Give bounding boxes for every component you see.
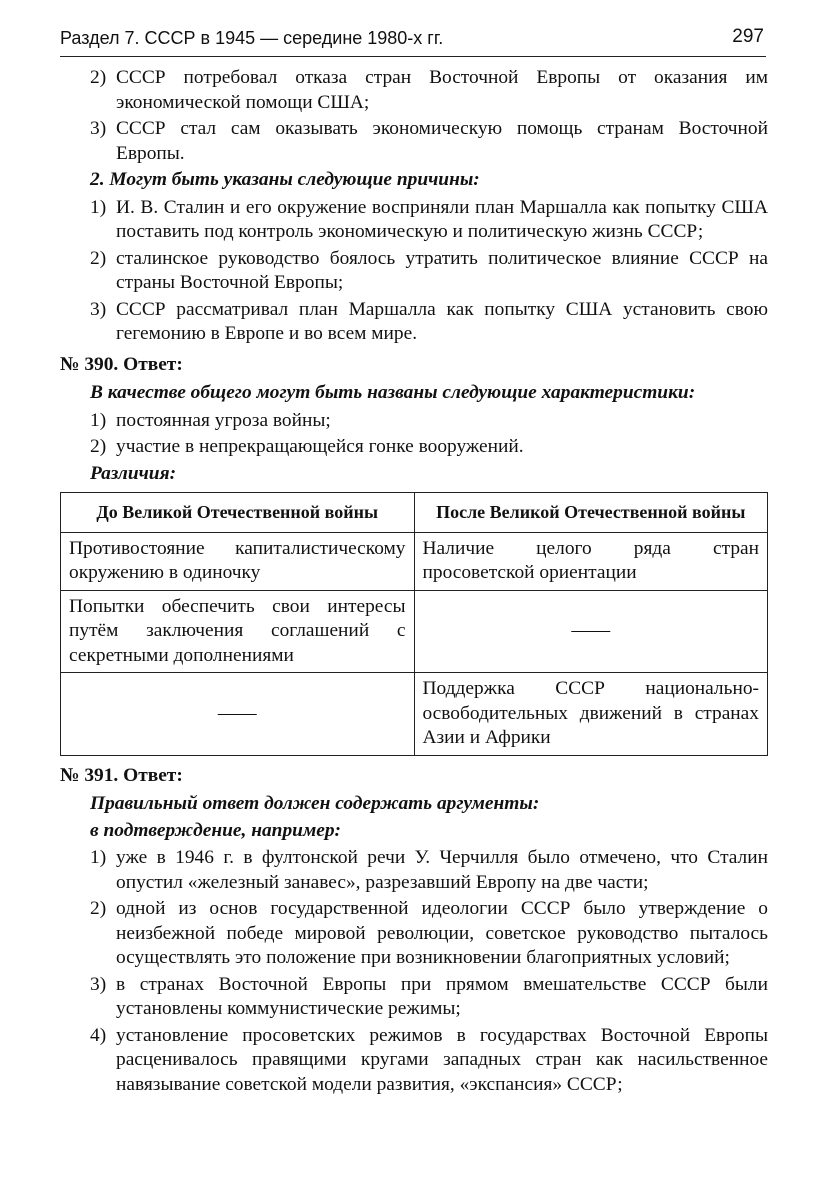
list-item-text: И. В. Сталин и его окружение восприняли план Маршалла как попытку США поставить под контроль экономическую и политическую жизнь СССР; <box>116 196 768 242</box>
subheading-reasons: 2. Могут быть указаны следующие причины: <box>90 169 480 190</box>
list-item: 3) в странах Восточной Европы при прямом вмешательстве СССР были установлены коммунистические режимы; <box>90 973 768 1019</box>
list-item: 1) И. В. Сталин и его окружение восприняли план Маршалла как попытку США поставить под контроль экономическую и политическую жизнь СССР; <box>90 196 768 242</box>
table-row <box>61 532 768 590</box>
list-item: 1) уже в 1946 г. в фултонской речи У. Черчилля было отмечено, что Сталин опустил «железный занавес», разрезавший Европу на две части; <box>90 847 768 893</box>
subheading-confirmation: в подтверждение, например: <box>90 819 341 841</box>
list-item-text: одной из основ государственной идеологии СССР было утверждение о неизбежной победе мировой революции, советское руководство пыталось осуществлять это положение при возникновении благоприятных условий; <box>116 898 768 968</box>
subheading-differences: Различия: <box>90 462 177 484</box>
list-item-text: СССР стал сам оказывать экономическую помощь странам Восточной Европы. <box>116 118 768 164</box>
table-row <box>61 673 768 756</box>
table-cell: Попытки обеспечить свои интересы путём заключения соглашений с секретными дополнениями <box>61 590 415 673</box>
subheading-common: В качестве общего могут быть названы следующие характеристики: <box>90 382 696 403</box>
table-row <box>61 590 768 673</box>
list-item: 4) установление просоветских режимов в государствах Восточной Европы расценивалось правящими кругами западных стран как насильственное навязывание советской модели развития, «экспансия» СССР; <box>90 1024 768 1095</box>
table-cell: Поддержка СССР национально-освободительных движений в странах Азии и Африки <box>414 673 768 756</box>
list-item-text: уже в 1946 г. в фултонской речи У. Черчилля было отмечено, что Сталин опустил «железный занавес», разрезавший Европу на две части; <box>116 847 768 893</box>
answer-390-heading: № 390. Ответ: <box>60 353 183 375</box>
list-item: 2) участие в непрекращающейся гонке вооружений. <box>90 436 524 457</box>
list-item: 3) СССР стал сам оказывать экономическую помощь странам Восточной Европы. <box>90 118 768 164</box>
page-number: 297 <box>732 26 764 47</box>
list-item: 2) одной из основ государственной идеологии СССР было утверждение о неизбежной победе мировой революции, советское руководство пыталось осуществлять это положение при возникновении благоприятных условий; <box>90 898 768 968</box>
list-item-text: СССР потребовал отказа стран Восточной Европы от оказания им экономической помощи США; <box>116 67 768 113</box>
list-item-text: в странах Восточной Европы при прямом вмешательстве СССР были установлены коммунистические режимы; <box>116 973 768 1019</box>
list-item-text: участие в непрекращающейся гонке вооружений. <box>116 436 524 457</box>
running-header <box>60 26 766 57</box>
answer-391-heading: № 391. Ответ: <box>60 764 183 786</box>
list-item-text: сталинское руководство боялось утратить политическое влияние СССР на страны Восточной Европы; <box>116 247 768 293</box>
list-item-text: установление просоветских режимов в государствах Восточной Европы расценивалось правящими кругами западных стран как насильственное навязывание советской модели развития, «экспансия» СССР; <box>116 1024 768 1095</box>
list-item: 2) СССР потребовал отказа стран Восточной Европы от оказания им экономической помощи США; <box>90 67 768 113</box>
section-title: Раздел 7. СССР в 1945 — середине 1980-х гг. <box>60 28 444 48</box>
list-item-text: СССР рассматривал план Маршалла как попытку США установить свою гегемонию в Европе и во всем мире. <box>116 298 768 344</box>
table-header-row <box>61 493 768 533</box>
table-header-cell: До Великой Отечественной войны <box>61 493 415 533</box>
list-item: 2) сталинское руководство боялось утратить политическое влияние СССР на страны Восточной Европы; <box>90 247 768 293</box>
table-cell: Противостояние капиталистическому окружению в одиночку <box>61 532 415 590</box>
list-item-text: постоянная угроза войны; <box>116 409 331 431</box>
page-content <box>60 66 768 1099</box>
table-header-cell: После Великой Отечественной войны <box>414 493 768 533</box>
differences-table <box>60 492 768 756</box>
table-cell: Наличие целого ряда стран просоветской ориентации <box>414 532 768 590</box>
list-item: 3) СССР рассматривал план Маршалла как попытку США установить свою гегемонию в Европе и во всем мире. <box>90 298 768 344</box>
list-item: 1) постоянная угроза войны; <box>90 409 331 431</box>
table-cell: —— <box>61 673 415 756</box>
subheading-correct-answer: Правильный ответ должен содержать аргументы: <box>90 793 540 814</box>
table-cell: —— <box>414 590 768 673</box>
